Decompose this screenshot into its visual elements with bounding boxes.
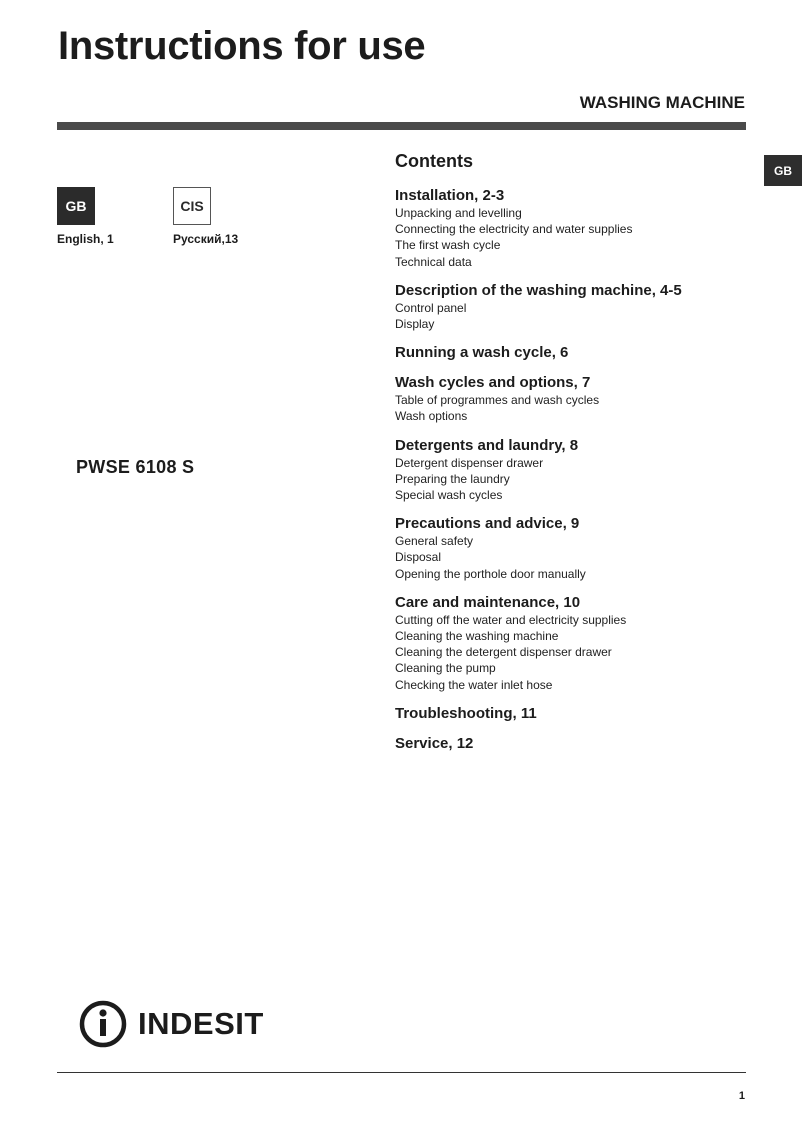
footer-divider [57,1072,746,1073]
section-title: Wash cycles and options, 7 [395,374,591,392]
header-divider [57,122,746,130]
section-item: Preparing the laundry [395,471,510,486]
section-item: Opening the porthole door manually [395,566,586,581]
indesit-i-logo-icon [78,999,128,1049]
brand-logo [78,999,264,1049]
contents-section [395,437,745,504]
section-title: Care and maintenance, 10 [395,593,581,611]
section-title: Description of the washing machine, 4-5 [395,281,682,299]
contents-section [395,282,745,332]
section-title: Installation, 2-3 [395,187,505,204]
section-item: Cleaning the detergent dispenser drawer [395,645,612,660]
section-item: Technical data [395,254,472,269]
section-title: Detergents and laundry, 8 [395,436,579,454]
section-items [395,612,745,693]
language-badge-cis: CIS [173,187,211,225]
contents-section [395,705,745,723]
section-title: Troubleshooting, 11 [395,704,537,722]
language-badge-gb: GB [57,187,95,225]
section-title: Running a wash cycle, 6 [395,344,569,362]
table-of-contents [395,151,745,765]
section-item: Control panel [395,300,467,315]
language-label-gb: English, 1 [57,232,114,246]
contents-heading: Contents [395,151,473,171]
section-item: Connecting the electricity and water supplies [395,222,633,237]
page-title: Instructions for use [58,24,426,68]
contents-section [395,374,745,424]
section-item: Detergent dispenser drawer [395,455,544,470]
contents-section [395,515,745,582]
section-item: Checking the water inlet hose [395,677,553,692]
section-items [395,300,745,332]
section-item: Cleaning the washing machine [395,629,559,644]
section-item: Unpacking and levelling [395,206,522,220]
section-items [395,533,745,582]
section-items [395,392,745,424]
section-item: Table of programmes and wash cycles [395,393,600,408]
section-item: Cleaning the pump [395,661,496,676]
contents-sections [395,187,745,753]
language-side-tab: GB [764,155,802,186]
language-cis [173,187,238,246]
language-gb [57,187,114,246]
section-item: Cutting off the water and electricity supplies [395,612,627,627]
section-item: Wash options [395,409,468,424]
section-item: Special wash cycles [395,488,503,503]
page-number: 1 [738,1090,745,1102]
section-item: Disposal [395,550,442,565]
model-number: PWSE 6108 S [76,457,195,477]
contents-section [395,594,745,693]
section-title: Service, 12 [395,734,474,752]
product-type: WASHING MACHINE [579,93,745,112]
contents-section [395,187,745,270]
section-item: Display [395,317,435,332]
brand-name: INDESIT [138,1006,264,1041]
section-items [395,455,745,504]
section-items [395,205,745,270]
contents-section [395,735,745,753]
section-item: General safety [395,534,474,549]
language-label-cis: Русский,13 [173,232,239,246]
section-title: Precautions and advice, 9 [395,515,580,533]
section-item: The first wash cycle [395,238,501,253]
contents-section [395,344,745,362]
